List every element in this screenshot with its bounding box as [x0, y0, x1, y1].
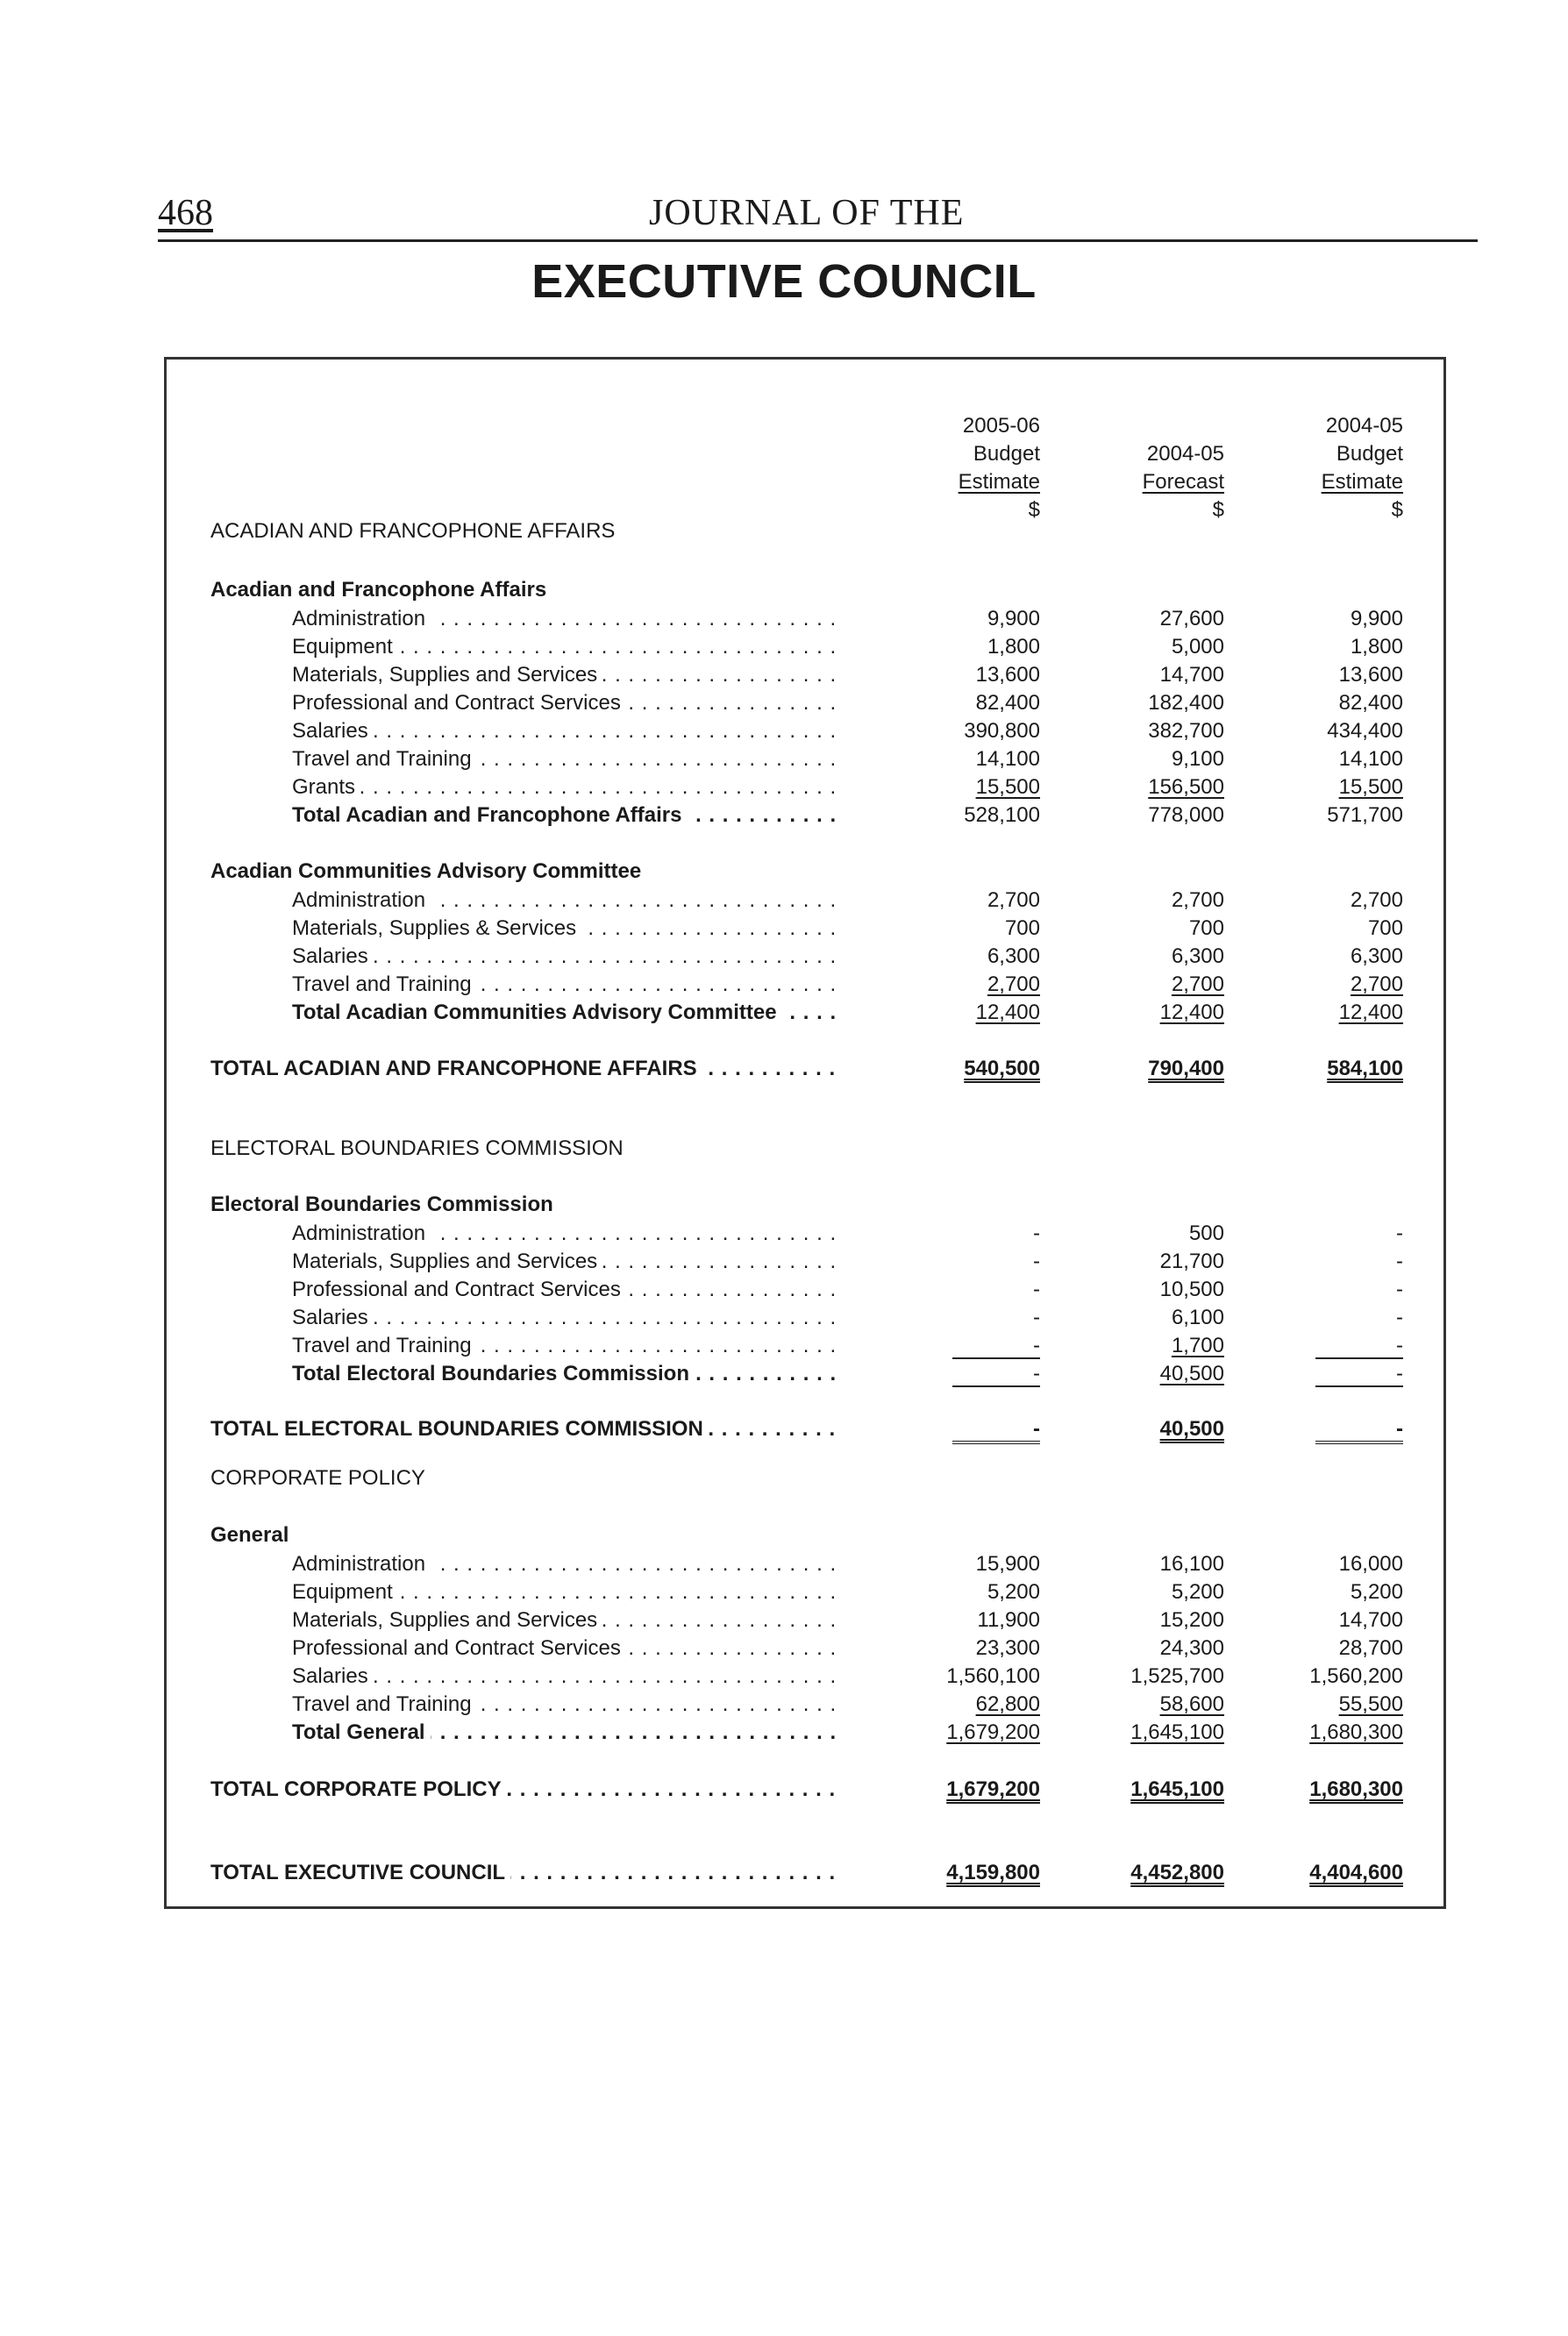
value-2005-06-estimate: 540,500: [964, 1057, 1040, 1080]
row-label-cell: [292, 1360, 842, 1388]
row-label: TOTAL EXECUTIVE COUNCIL: [210, 1861, 510, 1884]
value-2005-06-estimate: 2,700: [987, 972, 1040, 996]
value-2004-05-estimate: -: [1258, 1332, 1403, 1360]
value-2004-05-estimate: 9,900: [1350, 607, 1403, 630]
page-header: [158, 180, 1478, 242]
row-label: TOTAL ELECTORAL BOUNDARIES COMMISSION: [210, 1417, 709, 1441]
value-2004-05-estimate: -: [1258, 1415, 1403, 1444]
value-2004-05-estimate: 55,500: [1338, 1692, 1403, 1716]
total-row: [0, 1776, 1568, 1804]
value-2005-06-estimate: -: [1033, 1278, 1040, 1301]
table-row: [0, 605, 1568, 633]
total-row: [0, 1360, 1568, 1388]
value-2004-05-forecast: 14,700: [1159, 663, 1224, 687]
value-2005-06-estimate: 9,900: [987, 607, 1040, 630]
column-header-type: Budget: [1336, 442, 1403, 466]
value-2005-06-estimate: 528,100: [964, 803, 1040, 827]
value-2004-05-estimate: -: [1258, 1360, 1403, 1388]
value-2004-05-forecast: 182,400: [1148, 691, 1224, 715]
row-label: Equipment: [292, 1580, 398, 1604]
value-2004-05-forecast: 15,200: [1159, 1608, 1224, 1632]
row-label: Grants: [292, 775, 360, 799]
department-heading: [0, 517, 1568, 545]
row-label: Materials, Supplies and Services: [292, 1250, 602, 1273]
table-row: [0, 717, 1568, 745]
row-label-cell: [292, 1634, 842, 1663]
value-2004-05-forecast: 1,700: [1171, 1334, 1224, 1357]
table-row: [0, 1578, 1568, 1606]
value-2005-06-estimate: 2,700: [987, 888, 1040, 912]
value-2005-06-estimate: 62,800: [975, 1692, 1040, 1716]
subsection-heading: [0, 858, 1568, 886]
value-2005-06-estimate: -: [1033, 1306, 1040, 1329]
column-header-kind: Estimate: [1321, 470, 1403, 494]
value-2004-05-forecast: 790,400: [1148, 1057, 1224, 1080]
value-2005-06-estimate: 5,200: [987, 1580, 1040, 1604]
column-header-unit: $: [1212, 498, 1224, 522]
row-label: Administration: [292, 607, 431, 630]
row-label-cell: [292, 1276, 842, 1304]
total-row: [0, 1055, 1568, 1083]
value-2004-05-estimate: 15,500: [1338, 775, 1403, 799]
value-2005-06-estimate: 4,159,800: [946, 1861, 1040, 1884]
department-heading-label: ELECTORAL BOUNDARIES COMMISSION: [210, 1136, 624, 1160]
table-row: [0, 633, 1568, 661]
row-label-cell: [292, 1719, 842, 1747]
row-label-cell: [292, 1550, 842, 1578]
table-row: [0, 1276, 1568, 1304]
value-2004-05-estimate: 1,680,300: [1309, 1777, 1403, 1801]
row-label-cell: [292, 943, 842, 971]
column-header-kind: Estimate: [958, 470, 1040, 494]
value-2004-05-estimate: 2,700: [1350, 888, 1403, 912]
value-2004-05-estimate: 700: [1367, 916, 1403, 940]
row-label: Professional and Contract Services: [292, 691, 626, 715]
table-row: [0, 745, 1568, 773]
value-2004-05-estimate: 16,000: [1338, 1552, 1403, 1576]
column-header-2004-05-forecast: [1079, 412, 1224, 524]
row-label: Travel and Training: [292, 1334, 477, 1357]
value-2005-06-estimate: 15,900: [975, 1552, 1040, 1576]
column-header-2004-05-estimate: [1258, 412, 1403, 524]
row-label: Professional and Contract Services: [292, 1636, 626, 1660]
row-label: Total Acadian Communities Advisory Committee: [292, 1001, 782, 1024]
value-2004-05-forecast: 40,500: [1159, 1362, 1224, 1385]
row-label: Travel and Training: [292, 1692, 477, 1716]
row-label-cell: [292, 1578, 842, 1606]
value-2004-05-estimate: 434,400: [1327, 719, 1403, 743]
value-2005-06-estimate: 700: [1004, 916, 1040, 940]
value-2005-06-estimate: -: [894, 1415, 1040, 1444]
row-label: Administration: [292, 888, 431, 912]
value-2005-06-estimate: 12,400: [975, 1001, 1040, 1024]
row-label-cell: [292, 661, 842, 689]
row-label: Travel and Training: [292, 972, 477, 996]
table-row: [0, 1248, 1568, 1276]
value-2005-06-estimate: 390,800: [964, 719, 1040, 743]
value-2004-05-forecast: 16,100: [1159, 1552, 1224, 1576]
value-2004-05-forecast: 500: [1188, 1221, 1224, 1245]
row-label-cell: [292, 745, 842, 773]
department-heading: [0, 1135, 1568, 1163]
value-2004-05-forecast: 5,200: [1171, 1580, 1224, 1604]
row-label-cell: [292, 999, 842, 1027]
row-label-cell: [210, 1776, 842, 1804]
value-2005-06-estimate: 1,679,200: [946, 1777, 1040, 1801]
row-label: Materials, Supplies & Services: [292, 916, 581, 940]
value-2005-06-estimate: 1,679,200: [946, 1720, 1040, 1744]
value-2004-05-estimate: -: [1396, 1250, 1403, 1273]
total-row: [0, 1719, 1568, 1747]
value-2004-05-estimate: 12,400: [1338, 1001, 1403, 1024]
value-2005-06-estimate: 82,400: [975, 691, 1040, 715]
row-label-cell: [292, 689, 842, 717]
table-row: [0, 1691, 1568, 1719]
row-label-cell: [292, 717, 842, 745]
journal-title: JOURNAL OF THE: [649, 193, 965, 233]
value-2004-05-estimate: 571,700: [1327, 803, 1403, 827]
column-header-type: 2004-05: [1146, 442, 1224, 466]
row-label: Salaries: [292, 944, 374, 968]
value-2004-05-forecast: 10,500: [1159, 1278, 1224, 1301]
row-label: Professional and Contract Services: [292, 1278, 626, 1301]
row-label-cell: Acadian and Francophone Affairs: [210, 578, 547, 602]
row-label-cell: [292, 773, 842, 801]
row-label: Salaries: [292, 1306, 374, 1329]
table-row: [0, 689, 1568, 717]
value-2004-05-forecast: 5,000: [1171, 635, 1224, 659]
total-row: [0, 801, 1568, 830]
row-label: Travel and Training: [292, 747, 477, 771]
value-2004-05-forecast: 156,500: [1148, 775, 1224, 799]
value-2004-05-estimate: -: [1396, 1278, 1403, 1301]
value-2004-05-forecast: 2,700: [1171, 972, 1224, 996]
value-2004-05-forecast: 21,700: [1159, 1250, 1224, 1273]
row-label-cell: [210, 1055, 842, 1083]
value-2005-06-estimate: 1,800: [987, 635, 1040, 659]
table-row: [0, 971, 1568, 999]
row-label-cell: [292, 801, 842, 830]
row-label: Materials, Supplies and Services: [292, 663, 602, 687]
value-2004-05-forecast: 1,645,100: [1130, 1777, 1224, 1801]
row-label-cell: [292, 1220, 842, 1248]
row-label-cell: [292, 971, 842, 999]
row-label-cell: [210, 1859, 842, 1887]
row-label-cell: [292, 1332, 842, 1360]
table-row: [0, 773, 1568, 801]
row-label-cell: [292, 605, 842, 633]
page-number: 468: [158, 193, 213, 233]
value-2004-05-forecast: 24,300: [1159, 1636, 1224, 1660]
column-header-kind: Forecast: [1142, 470, 1224, 494]
value-2004-05-estimate: 82,400: [1338, 691, 1403, 715]
column-header-unit: $: [1028, 498, 1040, 522]
department-heading-label: CORPORATE POLICY: [210, 1466, 425, 1490]
column-header-year: [1079, 412, 1224, 440]
row-label: Administration: [292, 1221, 431, 1245]
total-row: [0, 1859, 1568, 1887]
row-label: Materials, Supplies and Services: [292, 1608, 602, 1632]
row-label-cell: [292, 1606, 842, 1634]
value-2004-05-forecast: 6,300: [1171, 944, 1224, 968]
value-2004-05-forecast: 2,700: [1171, 888, 1224, 912]
column-header-type: Budget: [973, 442, 1040, 466]
value-2004-05-estimate: 4,404,600: [1309, 1861, 1403, 1884]
value-2005-06-estimate: 6,300: [987, 944, 1040, 968]
table-row: [0, 661, 1568, 689]
table-row: [0, 1304, 1568, 1332]
value-2005-06-estimate: -: [894, 1360, 1040, 1388]
table-row: [0, 1220, 1568, 1248]
value-2004-05-forecast: 1,645,100: [1130, 1720, 1224, 1744]
section-title: EXECUTIVE COUNCIL: [531, 255, 1037, 308]
value-2004-05-estimate: 14,100: [1338, 747, 1403, 771]
row-label-cell: [292, 915, 842, 943]
row-label: TOTAL CORPORATE POLICY: [210, 1777, 507, 1801]
column-header-year: 2004-05: [1325, 414, 1403, 438]
column-header-unit: $: [1391, 498, 1403, 522]
value-2004-05-forecast: 40,500: [1159, 1417, 1224, 1441]
table-row: [0, 1332, 1568, 1360]
row-label-cell: [292, 1663, 842, 1691]
total-row: [0, 1415, 1568, 1443]
value-2005-06-estimate: 15,500: [975, 775, 1040, 799]
value-2005-06-estimate: -: [894, 1332, 1040, 1360]
subsection-heading: [0, 1521, 1568, 1549]
value-2004-05-forecast: 1,525,700: [1130, 1664, 1224, 1688]
row-label: Equipment: [292, 635, 398, 659]
value-2004-05-forecast: 9,100: [1171, 747, 1224, 771]
value-2004-05-forecast: 6,100: [1171, 1306, 1224, 1329]
value-2004-05-forecast: 27,600: [1159, 607, 1224, 630]
row-label-cell: [292, 633, 842, 661]
subsection-heading: [0, 1191, 1568, 1219]
subsection-heading: [0, 576, 1568, 604]
value-2004-05-estimate: -: [1396, 1221, 1403, 1245]
table-row: [0, 887, 1568, 915]
value-2004-05-estimate: 1,560,200: [1309, 1664, 1403, 1688]
value-2005-06-estimate: 23,300: [975, 1636, 1040, 1660]
value-2004-05-forecast: 778,000: [1148, 803, 1224, 827]
table-row: [0, 1663, 1568, 1691]
row-label-cell: [292, 887, 842, 915]
table-row: [0, 1550, 1568, 1578]
column-header-2005-06-estimate: [894, 412, 1040, 524]
value-2005-06-estimate: -: [1033, 1250, 1040, 1273]
total-row: [0, 999, 1568, 1027]
value-2005-06-estimate: 11,900: [977, 1608, 1040, 1632]
row-label-cell: Acadian Communities Advisory Committee: [210, 859, 642, 883]
table-row: [0, 943, 1568, 971]
value-2004-05-estimate: 5,200: [1350, 1580, 1403, 1604]
value-2004-05-estimate: 1,680,300: [1309, 1720, 1403, 1744]
department-heading: [0, 1464, 1568, 1492]
value-2004-05-estimate: 28,700: [1338, 1636, 1403, 1660]
table-row: [0, 915, 1568, 943]
value-2004-05-estimate: 6,300: [1350, 944, 1403, 968]
row-label-cell: [292, 1248, 842, 1276]
value-2004-05-forecast: 382,700: [1148, 719, 1224, 743]
value-2005-06-estimate: 13,600: [975, 663, 1040, 687]
row-label: Total General: [292, 1720, 431, 1744]
row-label-cell: General: [210, 1523, 289, 1547]
value-2004-05-estimate: 584,100: [1327, 1057, 1403, 1080]
row-label-cell: [292, 1304, 842, 1332]
department-heading-label: ACADIAN AND FRANCOPHONE AFFAIRS: [210, 519, 616, 543]
value-2005-06-estimate: 14,100: [975, 747, 1040, 771]
value-2004-05-estimate: 1,800: [1350, 635, 1403, 659]
row-label-cell: Electoral Boundaries Commission: [210, 1193, 553, 1216]
row-label-cell: [210, 1415, 842, 1443]
value-2004-05-forecast: 12,400: [1159, 1001, 1224, 1024]
value-2004-05-estimate: 2,700: [1350, 972, 1403, 996]
value-2005-06-estimate: 1,560,100: [946, 1664, 1040, 1688]
row-label: Total Electoral Boundaries Commission: [292, 1362, 695, 1385]
value-2004-05-forecast: 58,600: [1159, 1692, 1224, 1716]
value-2004-05-forecast: 4,452,800: [1130, 1861, 1224, 1884]
row-label: Salaries: [292, 1664, 374, 1688]
table-row: [0, 1634, 1568, 1663]
value-2004-05-estimate: 13,600: [1338, 663, 1403, 687]
value-2004-05-estimate: -: [1396, 1306, 1403, 1329]
row-label-cell: [292, 1691, 842, 1719]
row-label: Salaries: [292, 719, 374, 743]
value-2005-06-estimate: -: [1033, 1221, 1040, 1245]
table-row: [0, 1606, 1568, 1634]
row-label: TOTAL ACADIAN AND FRANCOPHONE AFFAIRS: [210, 1057, 702, 1080]
column-header-year: 2005-06: [962, 414, 1040, 438]
value-2004-05-estimate: 14,700: [1338, 1608, 1403, 1632]
row-label: Administration: [292, 1552, 431, 1576]
row-label: Total Acadian and Francophone Affairs: [292, 803, 688, 827]
value-2004-05-forecast: 700: [1188, 916, 1224, 940]
